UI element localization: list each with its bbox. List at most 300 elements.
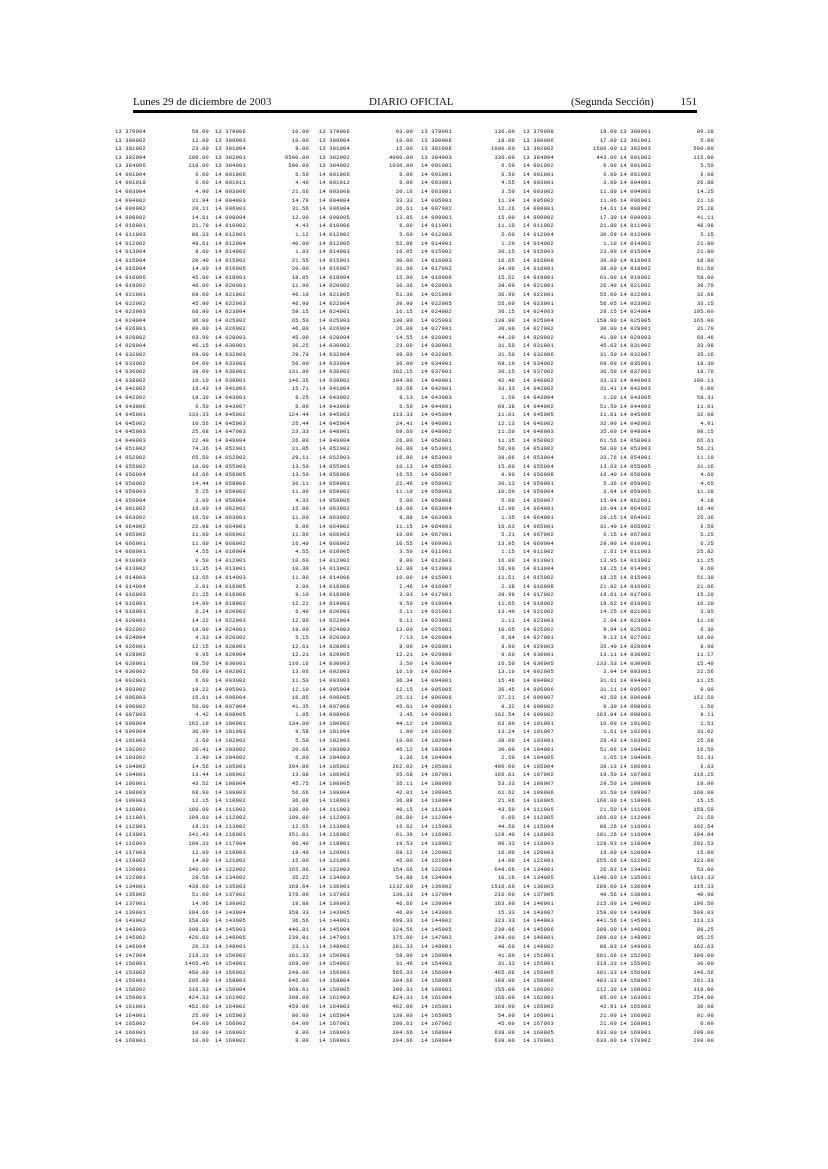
- row-value: 3.64: [603, 489, 617, 496]
- row-value: 10.10: [191, 377, 209, 384]
- table-row: [421, 780, 515, 789]
- row-code: 14 165004: [319, 1012, 350, 1019]
- row-value: 26.61: [395, 206, 413, 213]
- row-code: 14 046001: [421, 420, 452, 427]
- row-value: 56.21: [696, 446, 714, 453]
- row-value: 11.90: [291, 489, 309, 496]
- table-row: [523, 420, 617, 429]
- table-row: [523, 248, 617, 257]
- table-row: [115, 265, 209, 274]
- row-value: 16.65: [497, 626, 515, 633]
- row-value: 11.86: [291, 532, 309, 539]
- table-row: [620, 583, 714, 592]
- row-value: 5.00: [399, 497, 413, 504]
- table-row: [115, 179, 209, 188]
- row-code: 14 025003: [319, 317, 350, 324]
- row-code: 14 096004: [215, 695, 246, 702]
- table-row: [620, 565, 714, 574]
- row-value: 5.00: [501, 497, 515, 504]
- row-value: 6.50: [700, 523, 714, 530]
- row-code: 14 050002: [523, 437, 554, 444]
- row-code: 14 022002: [115, 300, 146, 307]
- table-row: [421, 900, 515, 909]
- row-value: 134.00: [288, 720, 309, 727]
- row-value: 452.00: [188, 1003, 209, 1010]
- row-code: 14 112001: [115, 823, 146, 830]
- row-code: 13 379001: [421, 129, 452, 135]
- table-row: [215, 780, 309, 789]
- row-value: 61.50: [696, 266, 714, 273]
- table-row: [523, 282, 617, 291]
- row-value: 37.21: [497, 695, 515, 702]
- table-row: [620, 874, 714, 883]
- row-value: 16.43: [191, 386, 209, 393]
- row-value: 51.31: [696, 755, 714, 762]
- table-row: [115, 720, 209, 729]
- row-value: 9.13: [603, 635, 617, 642]
- table-row: [421, 1020, 515, 1029]
- row-code: 14 025004: [523, 317, 554, 324]
- row-code: 14 102003: [319, 738, 350, 745]
- row-code: 14 030004: [421, 660, 452, 667]
- row-value: 6.50: [195, 403, 209, 410]
- row-value: 93.00: [395, 129, 413, 135]
- row-value: 160.00: [188, 806, 209, 813]
- running-header: [133, 95, 697, 109]
- row-code: 14 004002: [115, 197, 146, 204]
- row-value: 358.00: [188, 918, 209, 925]
- row-value: 439.00: [188, 883, 209, 890]
- table-row: [319, 814, 413, 823]
- table-row: [523, 874, 617, 883]
- row-code: 14 134001: [115, 883, 146, 890]
- row-code: 14 019002: [115, 283, 146, 290]
- table-row: [115, 728, 209, 737]
- row-value: 40.15: [395, 806, 413, 813]
- row-value: 12.61: [291, 643, 309, 650]
- row-code: 14 154003: [421, 961, 452, 968]
- table-row: [115, 428, 209, 437]
- table-row: [421, 814, 515, 823]
- table-row: [523, 891, 617, 900]
- table-row: [523, 385, 617, 394]
- row-code: 14 046002: [523, 420, 554, 427]
- row-value: 13.10: [497, 669, 515, 676]
- row-code: 14 149003: [620, 943, 651, 950]
- row-code: 14 160002: [523, 986, 554, 993]
- row-value: 25.28: [696, 206, 714, 213]
- row-code: 14 094002: [523, 678, 554, 684]
- row-value: 29.15: [599, 309, 617, 316]
- row-value: 25.00: [191, 1012, 209, 1019]
- table-row: [523, 866, 617, 875]
- row-value: 201.33: [693, 978, 714, 985]
- row-code: 14 068002: [215, 540, 246, 547]
- row-code: 14 020002: [319, 283, 350, 290]
- row-code: 14 150002: [215, 952, 246, 959]
- row-value: 9.10: [295, 592, 309, 599]
- table-row: [523, 222, 617, 231]
- row-value: 6.84: [501, 635, 515, 642]
- table-row: [215, 565, 309, 574]
- row-value: 13.11: [599, 652, 617, 659]
- table-row: [115, 1003, 209, 1012]
- row-value: 20.11: [191, 206, 209, 213]
- table-row: [523, 411, 617, 420]
- table-row: [215, 317, 309, 326]
- table-row: [620, 651, 714, 660]
- row-code: 14 096008: [620, 695, 651, 702]
- row-value: 74.36: [191, 446, 209, 453]
- table-row: [421, 540, 515, 549]
- row-code: 14 103002: [115, 755, 146, 762]
- table-row: [523, 797, 617, 806]
- table-row: [523, 351, 617, 360]
- row-code: 14 021002: [620, 283, 651, 290]
- table-row: [115, 866, 209, 875]
- row-value: 4.40: [295, 180, 309, 187]
- header-publication: DIARIO OFICIAL: [369, 96, 454, 108]
- row-value: 14.44: [191, 480, 209, 487]
- row-value: 31.46: [395, 961, 413, 968]
- row-value: 16.63: [497, 523, 515, 530]
- row-value: 21.05: [291, 446, 309, 453]
- table-row: [523, 342, 617, 351]
- table-row: [421, 377, 515, 386]
- row-value: 262.02: [392, 763, 413, 770]
- table-row: [620, 883, 714, 892]
- row-code: 14 095004: [319, 686, 350, 693]
- row-code: 14 029004: [215, 652, 246, 659]
- table-row: [523, 617, 617, 626]
- row-value: 31.50: [599, 789, 617, 796]
- row-code: 14 143008: [620, 909, 651, 916]
- row-value: 15.40: [696, 660, 714, 667]
- table-row: [115, 300, 209, 309]
- table-row: [115, 694, 209, 703]
- table-row: [115, 342, 209, 351]
- row-value: 500.00: [693, 146, 714, 153]
- row-code: 14 012006: [620, 231, 651, 238]
- row-value: 10.94: [599, 506, 617, 513]
- row-code: 14 022003: [215, 617, 246, 624]
- table-row: [523, 660, 617, 669]
- row-code: 14 010005: [319, 549, 350, 556]
- row-value: 3.60: [195, 738, 209, 745]
- row-code: 14 040002: [523, 377, 554, 384]
- row-value: 6.00: [295, 403, 309, 410]
- row-code: 14 144002: [421, 918, 452, 925]
- row-value: 3.50: [399, 660, 413, 667]
- row-code: 14 148001: [523, 935, 554, 942]
- table-row: [115, 403, 209, 412]
- row-value: 23.33: [291, 429, 309, 436]
- row-value: 44.12: [395, 720, 413, 727]
- table-row: [620, 849, 714, 858]
- table-row: [421, 145, 515, 154]
- row-code: 14 165002: [523, 1003, 554, 1010]
- table-row: [523, 523, 617, 532]
- table-row: [115, 248, 209, 257]
- table-row: [421, 565, 515, 574]
- row-value: 699.33: [392, 918, 413, 925]
- row-value: 69.00: [599, 360, 617, 367]
- table-row: [319, 317, 413, 326]
- table-row: [319, 162, 413, 171]
- row-code: 14 169001: [620, 1029, 651, 1036]
- row-code: 14 045003: [319, 412, 350, 419]
- row-code: 14 139001: [115, 909, 146, 916]
- row-value: 36.25: [291, 343, 309, 350]
- row-value: 14.90: [191, 600, 209, 607]
- row-value: 8.00: [295, 1038, 309, 1045]
- row-code: 14 055002: [421, 463, 452, 470]
- table-row: [115, 857, 209, 866]
- row-value: 39.13: [599, 763, 617, 770]
- table-row: [215, 574, 309, 583]
- row-code: 14 108006: [421, 780, 452, 787]
- row-value: 61.90: [599, 274, 617, 281]
- row-code: 14 022001: [523, 291, 554, 298]
- row-value: 10.00: [291, 129, 309, 135]
- table-row: [620, 797, 714, 806]
- row-code: 14 004001: [620, 180, 651, 187]
- table-row: [620, 317, 714, 326]
- row-value: 30.00: [395, 257, 413, 264]
- table-row: [620, 977, 714, 986]
- table-row: [115, 437, 209, 446]
- table-row: [115, 789, 209, 798]
- row-value: 21.80: [599, 223, 617, 230]
- table-row: [115, 986, 209, 995]
- table-row: [215, 1029, 309, 1038]
- row-value: 336.00: [494, 154, 515, 161]
- row-value: 158.50: [693, 806, 714, 813]
- row-value: 19.76: [696, 369, 714, 376]
- table-row: [115, 360, 209, 369]
- row-code: 14 096002: [115, 703, 146, 710]
- row-code: 14 063001: [215, 515, 246, 522]
- table-row: [620, 694, 714, 703]
- row-code: 14 028001: [421, 643, 452, 650]
- row-code: 14 040003: [620, 377, 651, 384]
- row-code: 14 062002: [215, 506, 246, 513]
- row-value: 165.96: [288, 866, 309, 873]
- row-value: 45.00: [395, 858, 413, 865]
- table-column: [115, 128, 209, 1046]
- row-code: 14 099001: [421, 712, 452, 719]
- row-value: 443.00: [596, 154, 617, 161]
- row-value: 33.98: [696, 343, 714, 350]
- row-code: 14 122002: [215, 866, 246, 873]
- row-code: 14 104003: [319, 755, 350, 762]
- table-row: [215, 222, 309, 231]
- table-row: [523, 720, 617, 729]
- table-row: [319, 308, 413, 317]
- table-row: [215, 334, 309, 343]
- row-value: 42.01: [395, 789, 413, 796]
- table-row: [421, 960, 515, 969]
- row-code: 14 066002: [215, 532, 246, 539]
- table-row: [115, 274, 209, 283]
- row-value: 10.56: [191, 420, 209, 427]
- row-value: 10.50: [191, 515, 209, 522]
- row-code: 14 143004: [215, 909, 246, 916]
- row-code: 14 097004: [215, 703, 246, 710]
- row-code: 14 030002: [115, 669, 146, 676]
- row-code: 14 030001: [215, 343, 246, 350]
- row-value: 1.15: [501, 549, 515, 556]
- row-value: 16.62: [395, 823, 413, 830]
- table-row: [620, 746, 714, 755]
- table-row: [523, 574, 617, 583]
- row-value: 249.00: [494, 935, 515, 942]
- table-row: [523, 600, 617, 609]
- row-value: 29.43: [599, 738, 617, 745]
- row-code: 14 026003: [319, 635, 350, 642]
- row-code: 14 016001: [115, 600, 146, 607]
- row-code: 14 012001: [215, 231, 246, 238]
- table-row: [421, 137, 515, 146]
- row-value: 12.15: [191, 643, 209, 650]
- row-value: 15.71: [291, 386, 309, 393]
- row-code: 14 059001: [319, 480, 350, 487]
- row-code: 14 001001: [421, 163, 452, 170]
- row-value: 601.66: [596, 952, 617, 959]
- row-value: 16.90: [395, 454, 413, 461]
- table-row: [319, 883, 413, 892]
- row-value: 319.00: [693, 986, 714, 993]
- row-code: 14 030002: [421, 343, 452, 350]
- table-row: [319, 720, 413, 729]
- row-code: 14 095003: [215, 686, 246, 693]
- row-value: 50.00: [497, 446, 515, 453]
- row-value: 16.05: [395, 249, 413, 256]
- table-row: [421, 231, 515, 240]
- table-row: [421, 771, 515, 780]
- table-row: [115, 222, 209, 231]
- row-code: 14 013002: [115, 566, 146, 573]
- table-row: [421, 617, 515, 626]
- row-value: 11.01: [497, 412, 515, 419]
- table-row: [115, 823, 209, 832]
- row-code: 14 058002: [115, 480, 146, 487]
- row-value: 31.33: [497, 961, 515, 968]
- row-code: 14 001003: [620, 154, 651, 161]
- row-code: 14 115003: [421, 823, 452, 830]
- row-value: 69.60: [395, 429, 413, 436]
- row-value: 10.55: [395, 540, 413, 547]
- row-value: 8.60: [195, 249, 209, 256]
- row-value: 2.46: [399, 583, 413, 590]
- row-value: 101.26: [596, 832, 617, 839]
- row-code: 14 055002: [115, 463, 146, 470]
- row-value: 11.01: [696, 403, 714, 410]
- row-code: 14 053003: [421, 454, 452, 461]
- row-code: 14 156001: [115, 978, 146, 985]
- table-row: [421, 437, 515, 446]
- table-row: [215, 523, 309, 532]
- row-code: 13 381004: [215, 146, 246, 153]
- table-row: [115, 591, 209, 600]
- table-row: [115, 806, 209, 815]
- row-value: 8.25: [295, 394, 309, 401]
- row-code: 14 043006: [115, 403, 146, 410]
- row-code: 14 018001: [115, 609, 146, 616]
- row-code: 14 134002: [620, 866, 651, 873]
- row-code: 14 150004: [421, 952, 452, 959]
- table-row: [523, 849, 617, 858]
- row-code: 14 001003: [620, 163, 651, 170]
- row-code: 14 014003: [215, 575, 246, 582]
- row-value: 202.53: [693, 840, 714, 847]
- row-value: 16.00: [497, 557, 515, 564]
- table-column: [215, 128, 309, 1046]
- table-row: [215, 342, 309, 351]
- row-value: 31.16: [696, 463, 714, 470]
- row-code: 14 161001: [115, 1003, 146, 1010]
- row-code: 14 026001: [115, 643, 146, 650]
- table-row: [215, 179, 309, 188]
- row-code: 14 053002: [523, 446, 554, 453]
- row-code: 14 028001: [620, 326, 651, 333]
- row-code: 14 170001: [523, 1038, 554, 1045]
- row-code: 14 159004: [215, 986, 246, 993]
- row-value: 16.50: [696, 746, 714, 753]
- row-code: 14 147001: [319, 935, 350, 942]
- table-row: [215, 437, 309, 446]
- row-value: 1.50: [700, 703, 714, 710]
- table-row: [115, 317, 209, 326]
- row-code: 14 011003: [115, 231, 146, 238]
- table-row: [215, 866, 309, 875]
- table-row: [115, 531, 209, 540]
- row-value: 48.60: [497, 943, 515, 950]
- row-value: 1.61: [603, 549, 617, 556]
- row-code: 14 003001: [523, 180, 554, 187]
- table-row: [620, 368, 714, 377]
- row-code: 14 044003: [620, 403, 651, 410]
- row-value: 51.06: [599, 746, 617, 753]
- row-code: 14 023003: [115, 309, 146, 316]
- row-value: 4.42: [195, 712, 209, 719]
- row-value: 64.00: [191, 1021, 209, 1028]
- table-row: [215, 754, 309, 763]
- row-value: 40.90: [696, 892, 714, 899]
- row-code: 14 005001: [421, 197, 452, 204]
- row-value: 639.00: [494, 1029, 515, 1036]
- row-code: 14 065001: [523, 523, 554, 530]
- row-value: 14.96: [191, 901, 209, 908]
- row-value: 10.00: [395, 137, 413, 144]
- row-value: 10.00: [191, 1029, 209, 1036]
- row-value: 6.00: [501, 815, 515, 822]
- row-code: 14 023003: [523, 617, 554, 624]
- table-row: [620, 471, 714, 480]
- row-value: 46.10: [291, 291, 309, 298]
- table-row: [215, 840, 309, 849]
- table-row: [319, 651, 413, 660]
- table-row: [523, 934, 617, 943]
- row-value: 30.13: [497, 480, 515, 487]
- row-code: 14 028001: [319, 643, 350, 650]
- row-code: 14 018002: [620, 266, 651, 273]
- row-code: 14 145003: [215, 926, 246, 933]
- row-value: 38.00: [497, 283, 515, 290]
- row-value: 3.95: [700, 609, 714, 616]
- row-value: 69.12: [395, 849, 413, 856]
- row-value: 66.00: [395, 815, 413, 822]
